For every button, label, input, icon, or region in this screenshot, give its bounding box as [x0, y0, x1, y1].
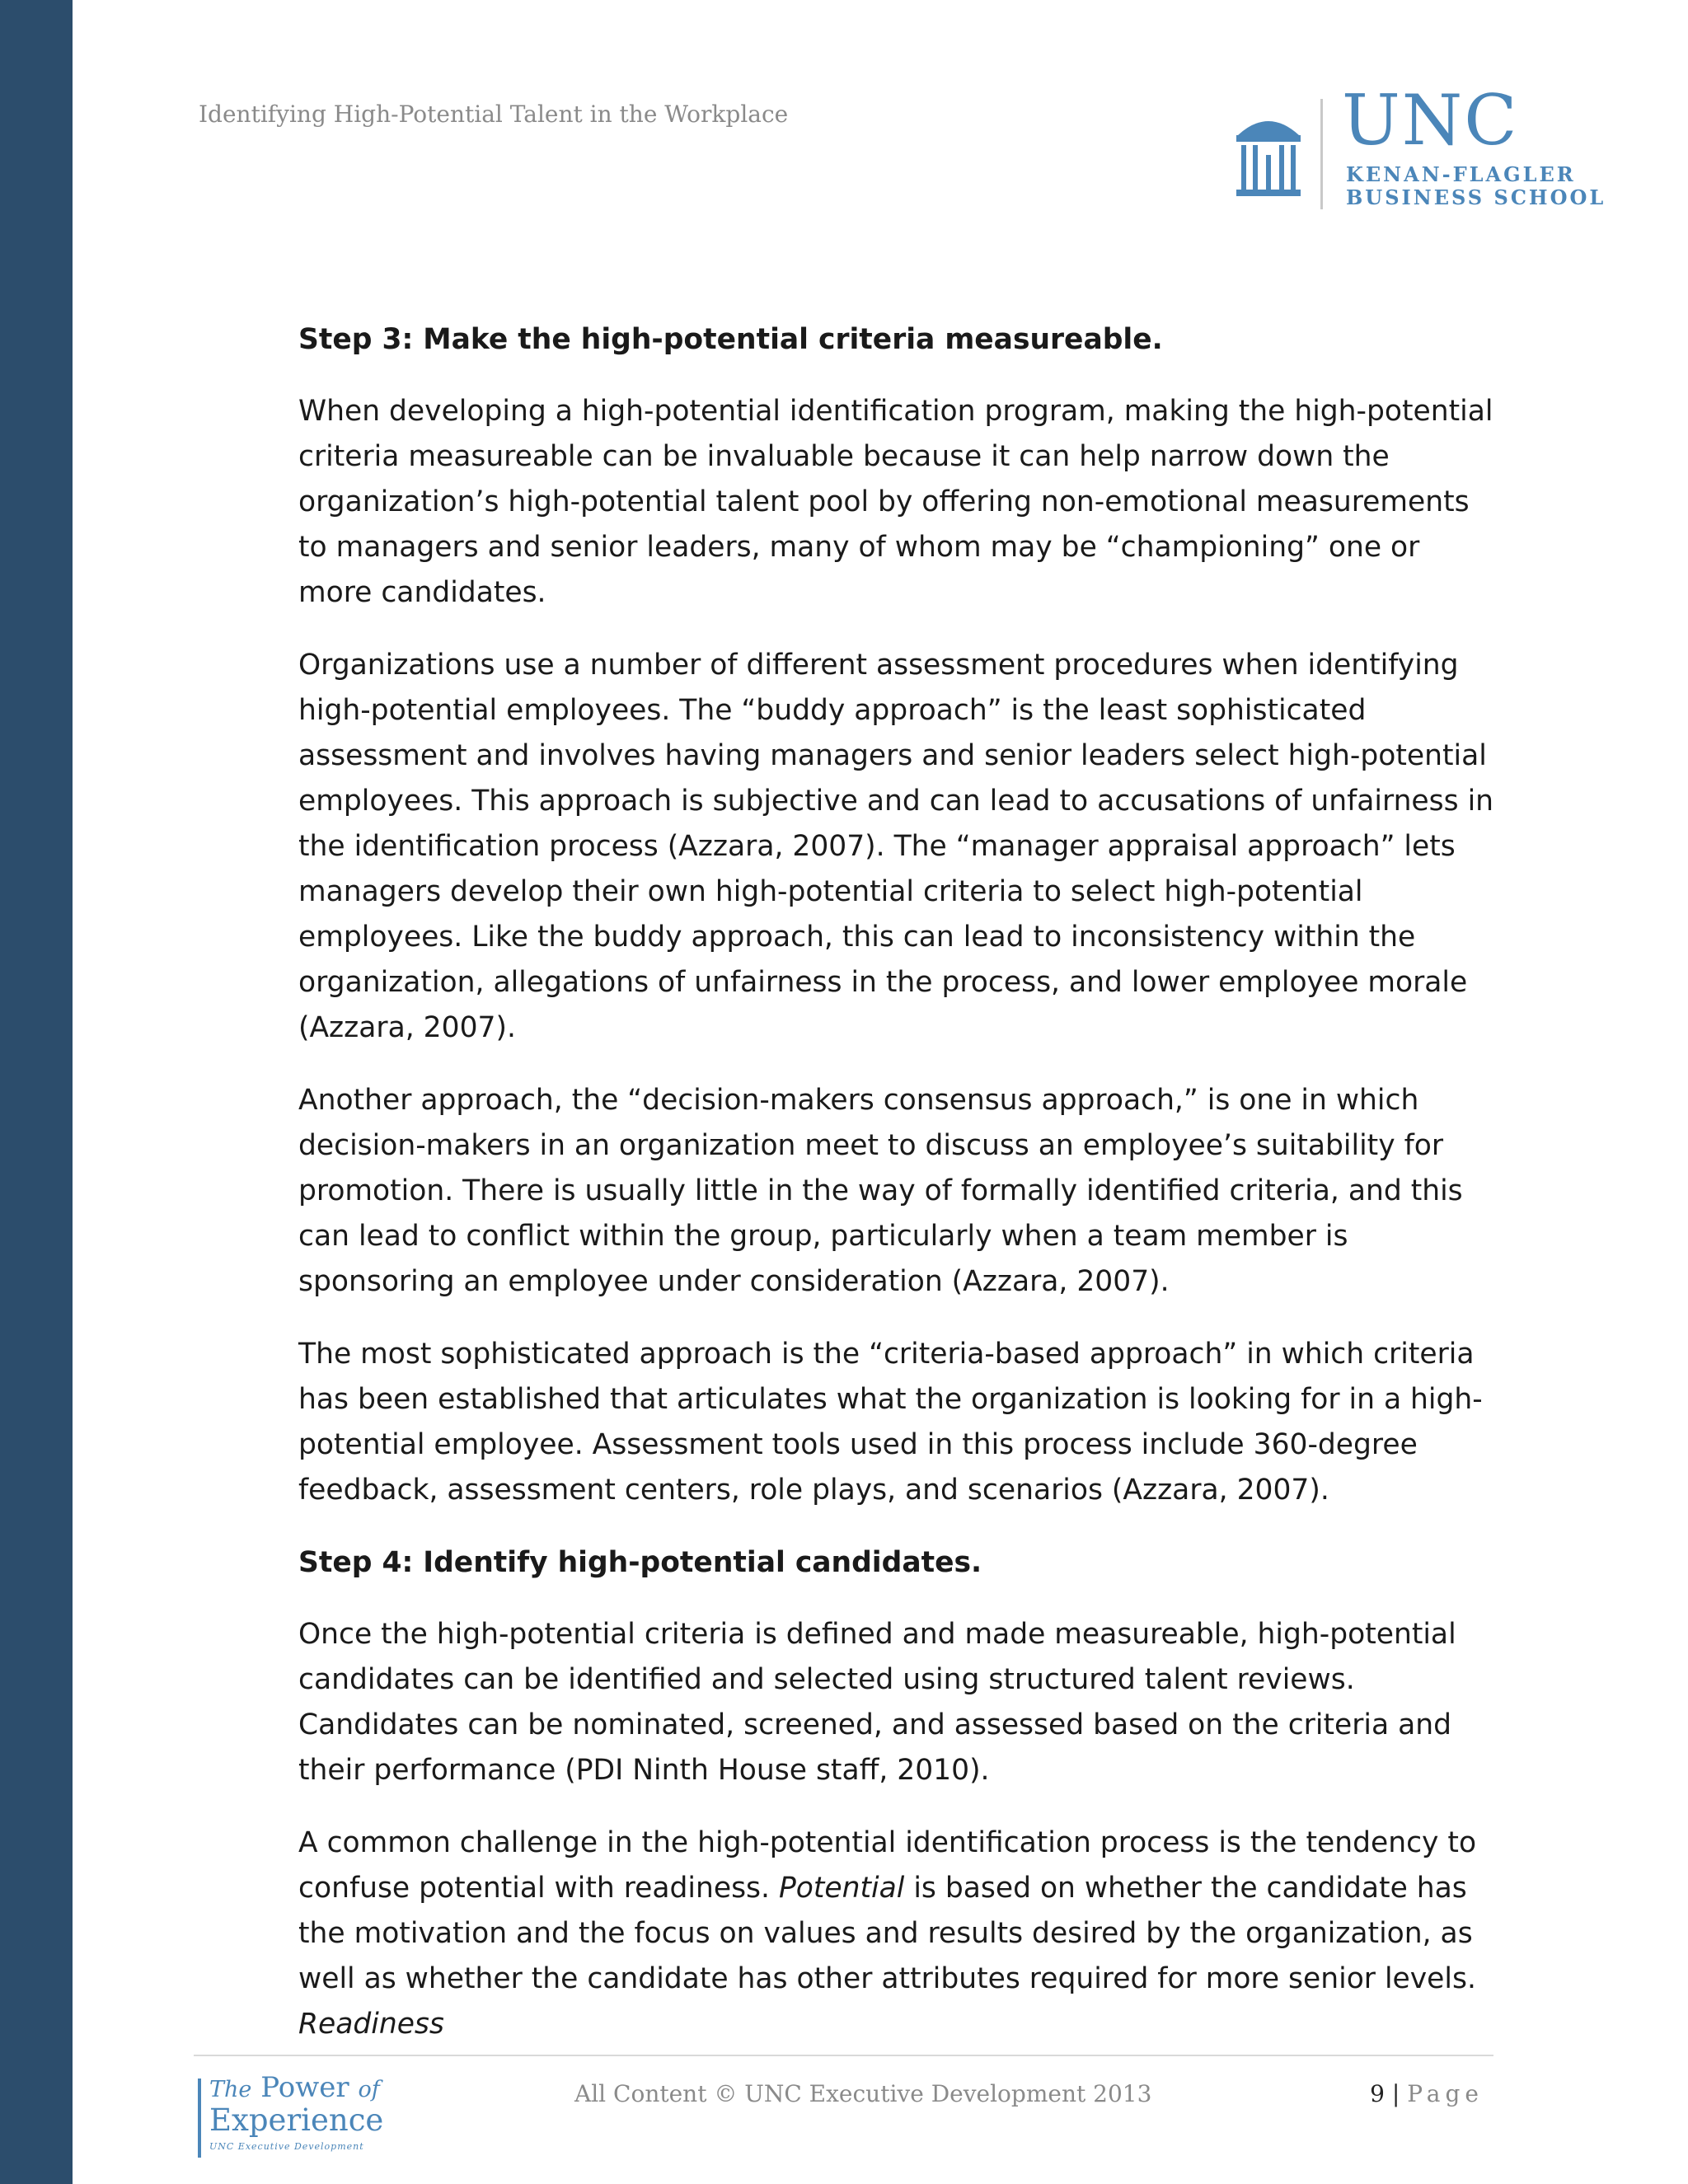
logo-subtitle-line2: BUSINESS SCHOOL: [1346, 185, 1606, 209]
step4-p2-text-2: is based on whether the candidate has the motivation and the focus on values and results desired by the organization, as well as whether the candidate has other attributes required for more senior levels.: [298, 1872, 1476, 1995]
logo-subtitle-line1: KENAN-FLAGLER: [1346, 162, 1576, 186]
step4-paragraph-2: [298, 1821, 1502, 2047]
logo-wordmark: UNC: [1342, 80, 1519, 161]
left-accent-bar: [0, 0, 73, 2184]
step3-paragraph-2: Organizations use a number of different assessment procedures when identifying high-potential employees. The “buddy approach” is the least sophisticated assessment and involves having managers and senior leaders select high-potential employees. This approach is subjective and can lead to accusations of unfairness in the identification process (Azzara, 2007). The “manager appraisal approach” lets managers develop their own high-potential criteria to select high-potential employees. Like the buddy approach, this can lead to inconsistency within the organization, allegations of unfairness in the process, and lower employee morale (Azzara, 2007).: [298, 649, 1494, 1044]
page-separator: |: [1391, 2080, 1400, 2107]
footer-logo-tagline: UNC Executive Development: [209, 2141, 364, 2152]
page-number: [1370, 2080, 1484, 2107]
page-number-value: 9: [1370, 2080, 1385, 2107]
power-of-experience-logo: [198, 2070, 412, 2161]
footer-logo-bar: [198, 2079, 201, 2158]
footer-logo-line1: The Power of: [209, 2071, 380, 2104]
step4-paragraph-1: Once the high-potential criteria is defined and made measureable, high-potential candidates can be identified and selected using structured talent reviews. Candidates can be nominated, screened, and assessed based on the criteria and their performance (PDI Ninth House staff, 2010).: [298, 1618, 1456, 1787]
page-label: Page: [1407, 2080, 1484, 2107]
readiness-emphasis: Readiness: [298, 2008, 444, 2041]
unc-kenan-flagler-logo: [1235, 80, 1606, 214]
footer-copyright: All Content © UNC Executive Development 2013: [574, 2080, 1152, 2107]
step4-heading: Step 4: Identify high-potential candidates.: [298, 1546, 982, 1579]
step3-paragraph-3: Another approach, the “decision-makers consensus approach,” is one in which decision-makers in an organization meet to discuss an employee’s suitability for promotion. There is usually little in the way of formally identified criteria, and this can lead to conflict within the group, particularly when a team member is sponsoring an employee under consideration (Azzara, 2007).: [298, 1084, 1463, 1298]
step3-paragraph-1: When developing a high-potential identification program, making the high-potential criteria measureable can be invaluable because it can help narrow down the organization’s high-potential talent pool by offering non-emotional measurements to managers and senior leaders, many of whom may be “championing” one or more candidates.: [298, 395, 1493, 609]
main-content: [298, 317, 1502, 2074]
step4-p2-text-1: A common challenge in the high-potential identification process is the tendency to confuse potential with readiness.: [298, 1826, 1477, 1905]
step3-heading: Step 3: Make the high-potential criteria measureable.: [298, 323, 1163, 356]
logo-divider: [1320, 99, 1323, 209]
footer-divider: [194, 2055, 1493, 2056]
step3-paragraph-4: The most sophisticated approach is the “criteria-based approach” in which criteria has been established that articulates what the organization is looking for in a high-potential employee. Assessment tools used in this process include 360-degree feedback, assessment centers, role plays, and scenarios (Azzara, 2007).: [298, 1338, 1483, 1507]
potential-emphasis: Potential: [778, 1872, 905, 1905]
footer-logo-line2: Experience: [209, 2102, 384, 2138]
old-well-icon: [1235, 107, 1302, 199]
running-header-title: Identifying High-Potential Talent in the Workplace: [199, 101, 789, 128]
